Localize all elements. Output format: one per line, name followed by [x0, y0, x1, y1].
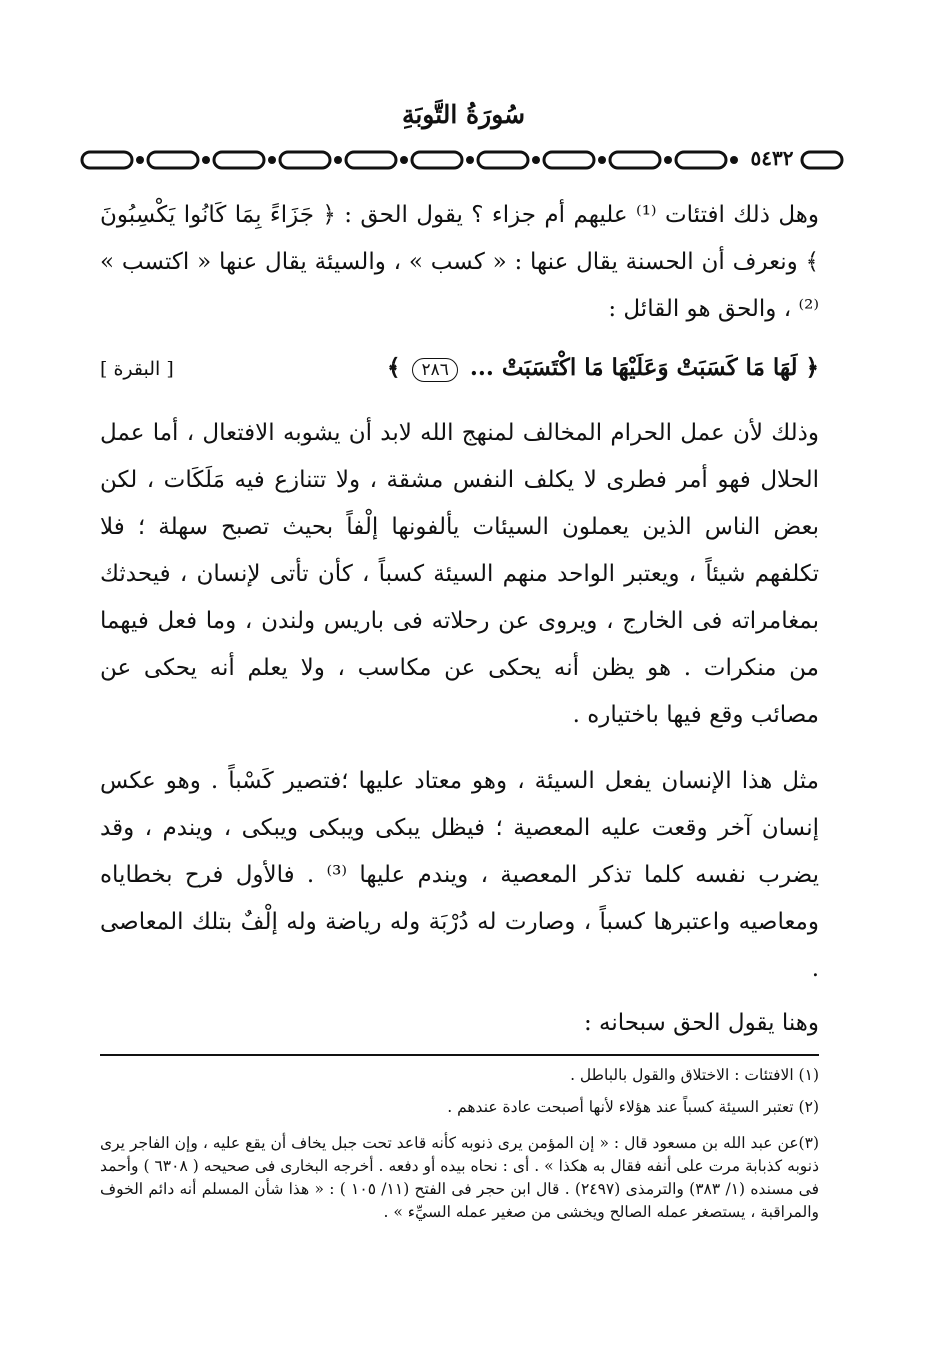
quran-verse-row [100, 354, 819, 394]
page-number: ٥٤٣٢ [750, 146, 794, 170]
paragraph: مثل هذا الإنسان يفعل السيئة ، وهو معتاد عليها ؛فتصير كَسْباً . وهو عكس إنسان آخر وقعت عليه المعصية ؛ فيظل يبكى ويبكى ويبكى ، ويندم ، وقد يضرب نفسه كلما تذكر المعصية ، ويندم عليها ⁽³⁾ . فالأول فرح بخطاياه ومعاصيه واعتبرها كسباً ، وصارت له دُرْبَة وله رياضة وله إلْفٌ بتلك المعاصى . [100, 768, 819, 982]
footnote-2: (٢) تعتبر السيئة كسباً عند هؤلاء لأنها أصبحت عادة عندهم . [447, 1098, 819, 1116]
verse-close-bracket: ﴾ [386, 354, 401, 381]
footnote-1: (١) الافتئات : الاختلاق والقول بالباطل . [570, 1066, 819, 1084]
paragraph-4-block [100, 1000, 819, 1047]
ornamental-border [78, 146, 846, 174]
surah-title: سُورَةُ التَّوبَةِ [401, 100, 526, 129]
paragraph: وهنا يقول الحق سبحانه : [583, 1010, 819, 1036]
paragraph-2-block [100, 410, 819, 739]
paragraph: وذلك لأن عمل الحرام المخالف لمنهج الله لابد أن يشوبه الافتعال ، أما عمل الحلال فهو أمر فطرى لا يكلف النفس مشقة ، ولا تتنازع فيه مَلَكَات ، لكن بعض الناس الذين يعملون السيئات يألفونها إلْفاً بحيث تصبح سهلة ؛ فلا تكلفهم شيئاً ، ويعتبر الواحد منهم السيئة كسباً ، كأن تأتى لإنسان ، فيحدثك بمغامراته فى الخارج ، ويروى عن رحلاته فى باريس ولندن ، وما فعل فيهما من منكرات . هو يظن أنه يحكى عن مكاسب ، ولا يعلم أنه يحكى عن مصائب وقع فيها باختياره . [100, 420, 819, 728]
verse-source: [ البقرة ] [100, 358, 174, 380]
verse-text: ﴿ لَهَا مَا كَسَبَتْ وَعَلَيْهَا مَا اكْتَسَبَتْ ... [469, 354, 819, 381]
footnote-3: (٣)عن عبد الله بن مسعود قال : « إن المؤمن يرى ذنوبه كأنه قاعد تحت جبل يخاف أن يقع عليه ، وإن الفاجر يرى ذنوبه كذبابة مرت على أنفه فقال به هكذا » . أى : نحاه بيده أو دفعه . أخرجه البخارى فى صحيحه ( ٦٣٠٨ ) وأحمد فى مسنده (١/ ٣٨٣) والترمذى (٢٤٩٧) . قال ابن حجر فى الفتح (١١/ ١٠٥ ) : « هذا شأن المسلم أنه دائم الخوف والمراقبة ، يستصغر عمله الصالح ويخشى من صغير عمله السيِّء » . [100, 1134, 819, 1221]
paragraph-1-block [100, 192, 819, 333]
footnote-separator [100, 1054, 819, 1056]
verse-number: ٢٨٦ [412, 358, 457, 382]
paragraph: وهل ذلك افتئات ⁽¹⁾ عليهم أم جزاء ؟ يقول الحق : ﴿ جَزَاءً بِمَا كَانُوا يَكْسِبُونَ ﴾ ونعرف أن الحسنة يقال عنها : « كسب » ، والسيئة يقال عنها « اكتسب » ⁽²⁾ ، والحق هو القائل : [100, 202, 819, 322]
quran-verse [387, 354, 819, 382]
paragraph-3-block [100, 758, 819, 993]
